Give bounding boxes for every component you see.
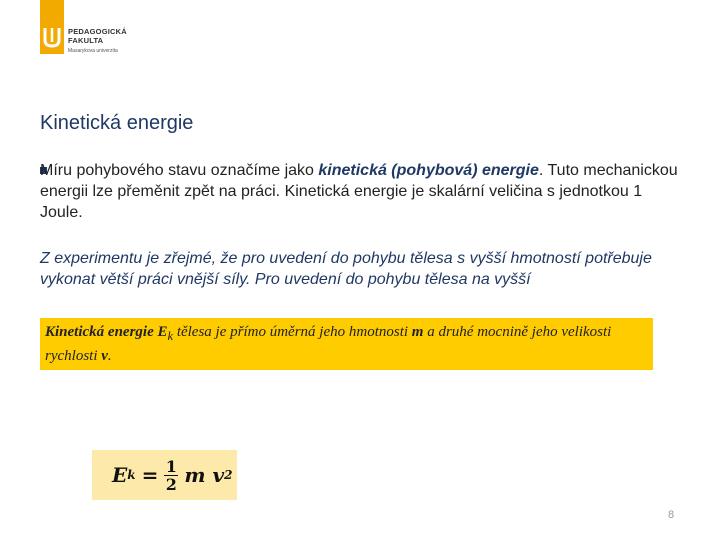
formula-numerator: 1	[165, 456, 177, 476]
box-m: m	[411, 324, 424, 340]
logo-line-1: PEDAGOGICKÁ	[68, 27, 127, 36]
box-text-2: a druhé mocnině jeho velikosti rychlosti	[45, 324, 612, 364]
formula-lhs: E	[112, 463, 128, 487]
formula-fraction	[164, 458, 178, 493]
faculty-logo	[40, 0, 170, 56]
logo-text	[68, 27, 127, 56]
para1-text-b: . Tuto mechanickou energii lze přeměnit zpět na práci. Kinetická energie je skalární veličina s jednotkou 1 Joule.	[40, 162, 678, 221]
highlight-box	[40, 318, 653, 370]
formula-equals: =	[141, 463, 159, 487]
box-term: Kinetická energie E	[45, 324, 168, 340]
box-term-sub: k	[167, 329, 174, 343]
box-v: v	[101, 348, 108, 364]
para1-emphasis: kinetická (pohybová) energie	[318, 162, 539, 179]
logo-line-2: FAKULTA	[68, 36, 104, 45]
formula-v: v	[212, 463, 225, 487]
formula-denominator: 2	[165, 474, 177, 494]
page-number: 8	[668, 509, 675, 521]
formula-exponent: 2	[224, 468, 233, 482]
kinetic-energy-formula	[92, 450, 237, 500]
paragraph-definition	[40, 160, 680, 223]
box-end: .	[107, 348, 112, 364]
formula-m: m	[184, 463, 206, 487]
box-text-1: tělesa je přímo úměrná jeho hmotnosti	[173, 324, 412, 340]
slide-title: Kinetická energie	[40, 112, 194, 134]
logo-line-3: Masarykova univerzita	[68, 48, 118, 54]
para1-text-a: Míru pohybového stavu označíme jako	[40, 162, 319, 179]
university-logo-icon	[40, 0, 64, 54]
formula-lhs-sub: k	[127, 468, 136, 482]
paragraph-experiment: Z experimentu je zřejmé, že pro uvedení do pohybu tělesa s vyšší hmotností potřebuje vykonat větší práci vnější síly. Pro uvedení do pohybu tělesa na vyšší	[40, 250, 652, 288]
